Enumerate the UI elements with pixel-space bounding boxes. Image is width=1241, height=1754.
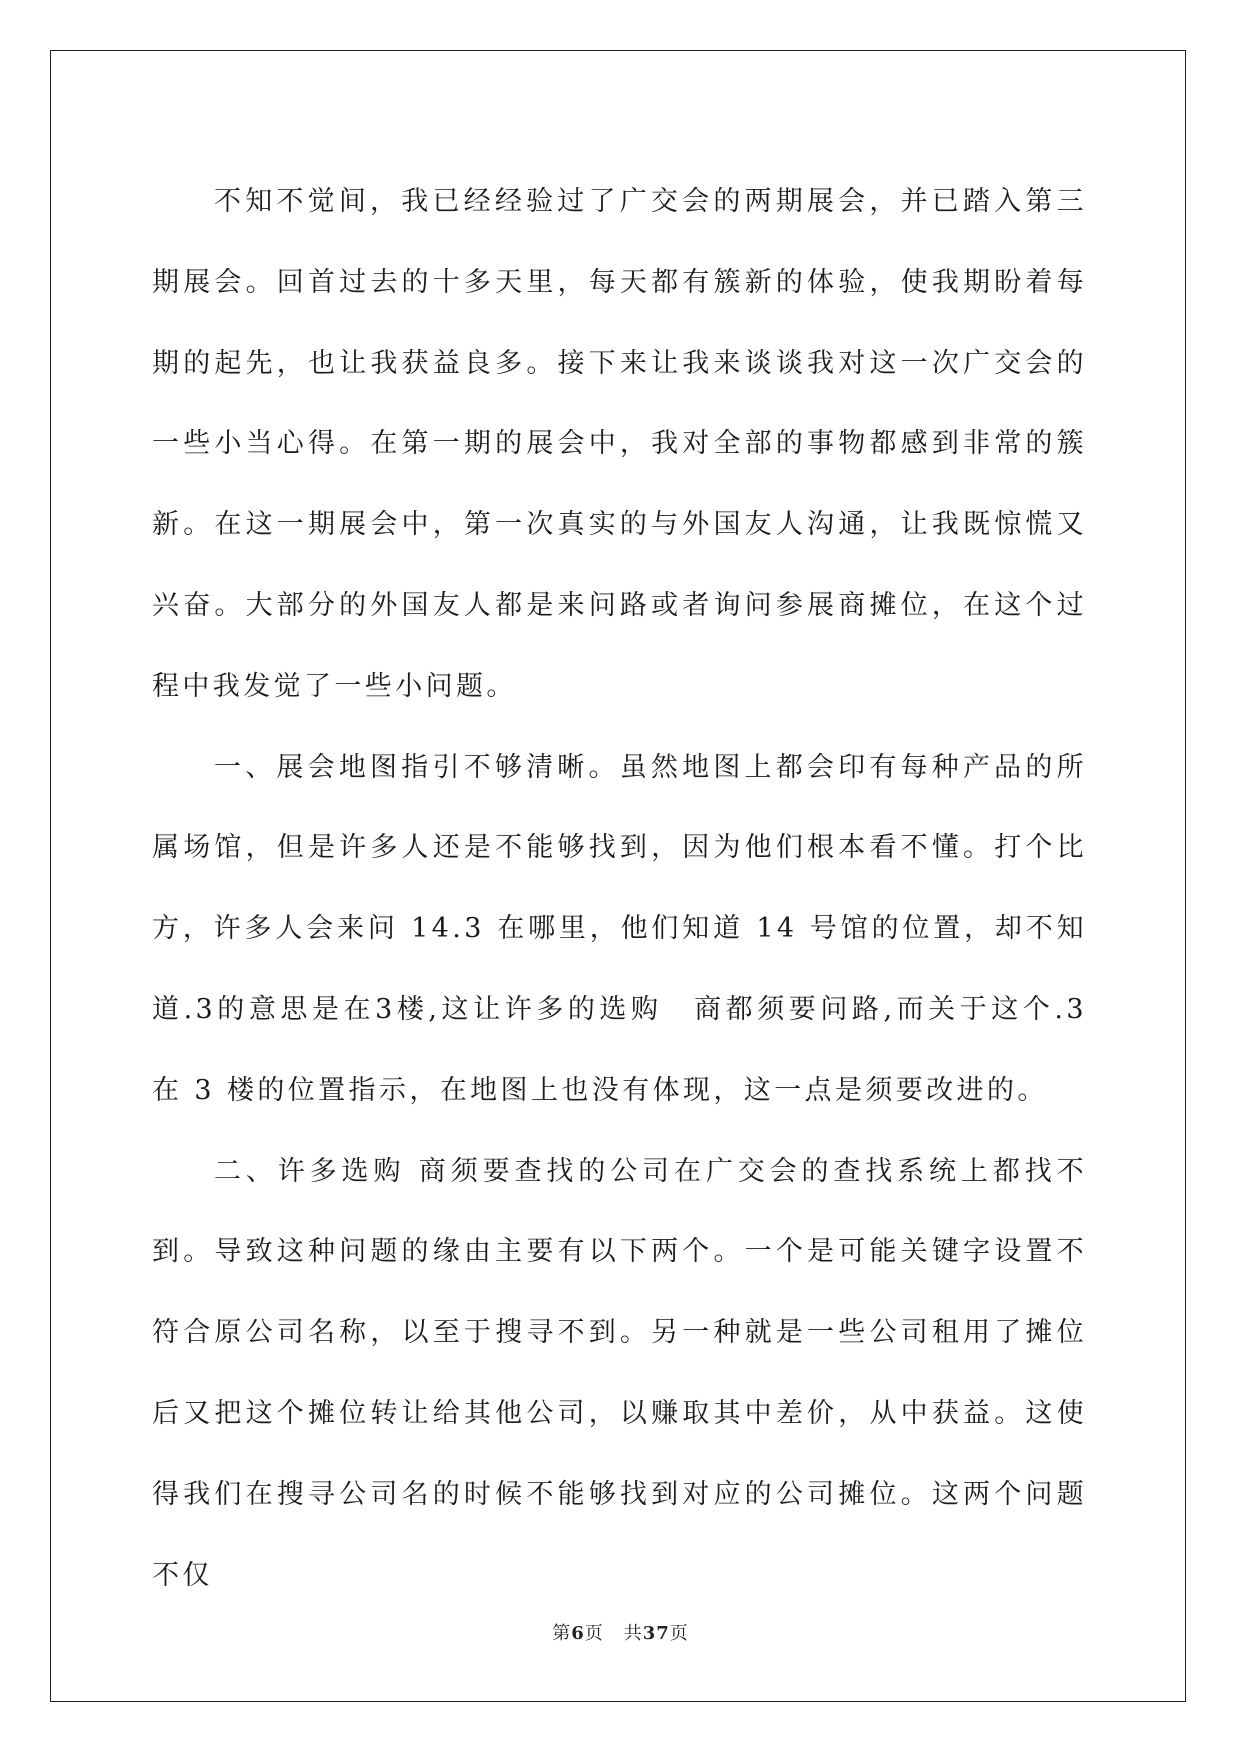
document-body	[152, 162, 1087, 1616]
footer-prefix: 第	[552, 1623, 572, 1644]
footer-page-word: 页	[584, 1623, 604, 1644]
footer-total-prefix: 共	[623, 1623, 643, 1644]
paragraph-intro: 不知不觉间，我已经经验过了广交会的两期展会，并已踏入第三期展会。回首过去的十多天里，每天都有簇新的体验，使我期盼着每期的起先，也让我获益良多。接下来让我来谈谈我对这一次广交会的一些小当心得。在第一期的展会中，我对全部的事物都感到非常的簇新。在这一期展会中，第一次真实的与外国友人沟通，让我既惊慌又兴奋。大部分的外国友人都是来问路或者询问参展商摊位，在这个过程中我发觉了一些小问题。	[152, 186, 1087, 702]
total-page-number: 37	[642, 1623, 670, 1644]
paragraph-point-one: 一、展会地图指引不够清晰。虽然地图上都会印有每种产品的所属场馆，但是许多人还是不能够找到，因为他们根本看不懂。打个比方，许多人会来问 14.3 在哪里，他们知道 14 号馆的位置，却不知道.3的意思是在3楼,这让许多的选购 商都须要问路,而关于这个.3 在 3 楼的位置指示，在地图上也没有体现，这一点是须要改进的。	[152, 751, 1087, 1106]
footer-total-suffix: 页	[669, 1623, 689, 1644]
current-page-number: 6	[571, 1623, 585, 1644]
paragraph-point-two: 二、许多选购 商须要查找的公司在广交会的查找系统上都找不到。导致这种问题的缘由主要有以下两个。一个是可能关键字设置不符合原公司名称，以至于搜寻不到。另一种就是一些公司租用了摊位后又把这个摊位转让给其他公司，以赚取其中差价，从中获益。这使得我们在搜寻公司名的时候不能够找到对应的公司摊位。这两个问题不仅	[152, 1155, 1087, 1591]
page-footer	[0, 1623, 1241, 1645]
